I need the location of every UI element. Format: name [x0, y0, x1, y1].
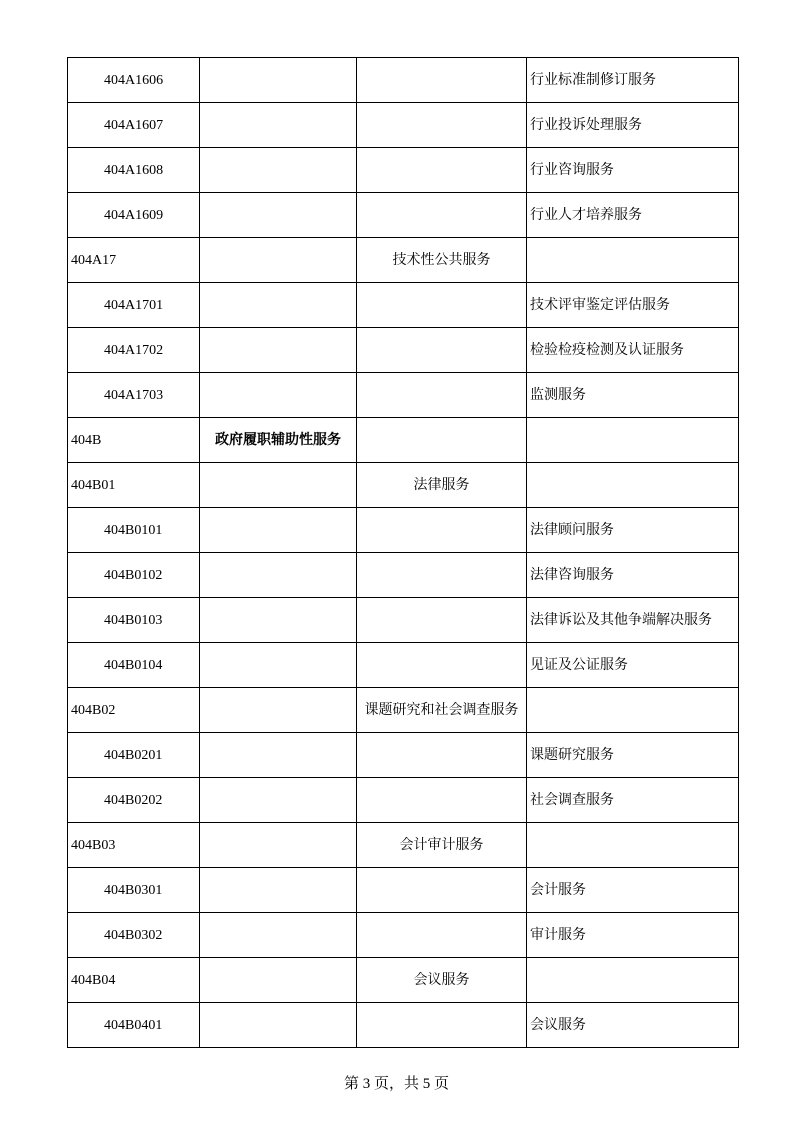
table-row: [68, 193, 739, 238]
level1-name-cell: [200, 463, 357, 508]
level3-name-cell: 会计服务: [527, 868, 739, 913]
table-row: [68, 688, 739, 733]
level3-name-cell: 监测服务: [527, 373, 739, 418]
level2-name-cell: [357, 598, 527, 643]
level1-name-cell: [200, 1003, 357, 1048]
level1-name-cell: [200, 598, 357, 643]
table-row: [68, 643, 739, 688]
level1-name-cell: [200, 958, 357, 1003]
table-row: [68, 733, 739, 778]
level2-name-cell: 会计审计服务: [357, 823, 527, 868]
table-row: [68, 1003, 739, 1048]
table-row: [68, 913, 739, 958]
table-row: [68, 868, 739, 913]
table-row: [68, 103, 739, 148]
code-cell: 404B0301: [68, 868, 200, 913]
level2-name-cell: [357, 553, 527, 598]
code-cell: 404B02: [68, 688, 200, 733]
table-row: [68, 778, 739, 823]
level2-name-cell: 技术性公共服务: [357, 238, 527, 283]
level3-name-cell: 法律诉讼及其他争端解决服务: [527, 598, 739, 643]
code-cell: 404A1609: [68, 193, 200, 238]
level3-name-cell: [527, 463, 739, 508]
level2-name-cell: [357, 418, 527, 463]
table-row: [68, 58, 739, 103]
level1-name-cell: [200, 328, 357, 373]
level3-name-cell: 审计服务: [527, 913, 739, 958]
level3-name-cell: [527, 823, 739, 868]
level1-name-cell: [200, 913, 357, 958]
level2-name-cell: [357, 328, 527, 373]
level2-name-cell: [357, 283, 527, 328]
level1-name-cell: [200, 508, 357, 553]
level1-name-cell: [200, 238, 357, 283]
level1-name-cell: [200, 58, 357, 103]
table-row: [68, 418, 739, 463]
code-cell: 404B0401: [68, 1003, 200, 1048]
level2-name-cell: [357, 373, 527, 418]
level3-name-cell: [527, 238, 739, 283]
code-cell: 404A1606: [68, 58, 200, 103]
code-cell: 404B04: [68, 958, 200, 1003]
level3-name-cell: [527, 958, 739, 1003]
table-row: [68, 148, 739, 193]
table-row: [68, 238, 739, 283]
level2-name-cell: 课题研究和社会调查服务: [357, 688, 527, 733]
level3-name-cell: [527, 688, 739, 733]
code-cell: 404A1607: [68, 103, 200, 148]
code-cell: 404B0201: [68, 733, 200, 778]
level3-name-cell: 社会调查服务: [527, 778, 739, 823]
table-row: [68, 463, 739, 508]
level3-name-cell: 法律顾问服务: [527, 508, 739, 553]
level2-name-cell: [357, 643, 527, 688]
level3-name-cell: 检验检疫检测及认证服务: [527, 328, 739, 373]
code-cell: 404A1703: [68, 373, 200, 418]
code-cell: 404B0202: [68, 778, 200, 823]
level2-name-cell: [357, 1003, 527, 1048]
code-cell: 404B0102: [68, 553, 200, 598]
level3-name-cell: 课题研究服务: [527, 733, 739, 778]
level1-name-cell: [200, 283, 357, 328]
catalog-table-body: [68, 58, 739, 1048]
level1-name-cell: [200, 643, 357, 688]
level2-name-cell: [357, 778, 527, 823]
code-cell: 404B0104: [68, 643, 200, 688]
table-row: [68, 553, 739, 598]
level2-name-cell: 会议服务: [357, 958, 527, 1003]
code-cell: 404A1701: [68, 283, 200, 328]
level2-name-cell: [357, 508, 527, 553]
table-row: [68, 508, 739, 553]
table-row: [68, 283, 739, 328]
level2-name-cell: [357, 913, 527, 958]
code-cell: 404A1608: [68, 148, 200, 193]
table-row: [68, 598, 739, 643]
level3-name-cell: 行业咨询服务: [527, 148, 739, 193]
level2-name-cell: [357, 193, 527, 238]
level3-name-cell: 见证及公证服务: [527, 643, 739, 688]
code-cell: 404B0103: [68, 598, 200, 643]
level3-name-cell: 技术评审鉴定评估服务: [527, 283, 739, 328]
level2-name-cell: [357, 58, 527, 103]
level1-name-cell: [200, 553, 357, 598]
level1-name-cell: [200, 373, 357, 418]
catalog-table: [67, 57, 739, 1048]
level1-name-cell: [200, 868, 357, 913]
level1-name-cell: [200, 103, 357, 148]
table-row: [68, 328, 739, 373]
code-cell: 404B03: [68, 823, 200, 868]
code-cell: 404B0101: [68, 508, 200, 553]
code-cell: 404B0302: [68, 913, 200, 958]
page-footer: 第 3 页，共 5 页: [343, 1076, 449, 1092]
code-cell: 404A1702: [68, 328, 200, 373]
level3-name-cell: 行业标准制修订服务: [527, 58, 739, 103]
level1-name-cell: [200, 193, 357, 238]
level1-name-cell: 政府履职辅助性服务: [200, 418, 357, 463]
table-row: [68, 373, 739, 418]
level2-name-cell: [357, 868, 527, 913]
table-row: [68, 823, 739, 868]
level2-name-cell: [357, 733, 527, 778]
level1-name-cell: [200, 733, 357, 778]
table-row: [68, 958, 739, 1003]
level3-name-cell: [527, 418, 739, 463]
level3-name-cell: 行业人才培养服务: [527, 193, 739, 238]
level3-name-cell: 法律咨询服务: [527, 553, 739, 598]
code-cell: 404B: [68, 418, 200, 463]
code-cell: 404B01: [68, 463, 200, 508]
level2-name-cell: [357, 148, 527, 193]
level3-name-cell: 行业投诉处理服务: [527, 103, 739, 148]
level1-name-cell: [200, 778, 357, 823]
code-cell: 404A17: [68, 238, 200, 283]
level1-name-cell: [200, 823, 357, 868]
level1-name-cell: [200, 688, 357, 733]
level1-name-cell: [200, 148, 357, 193]
level2-name-cell: [357, 103, 527, 148]
level3-name-cell: 会议服务: [527, 1003, 739, 1048]
level2-name-cell: 法律服务: [357, 463, 527, 508]
